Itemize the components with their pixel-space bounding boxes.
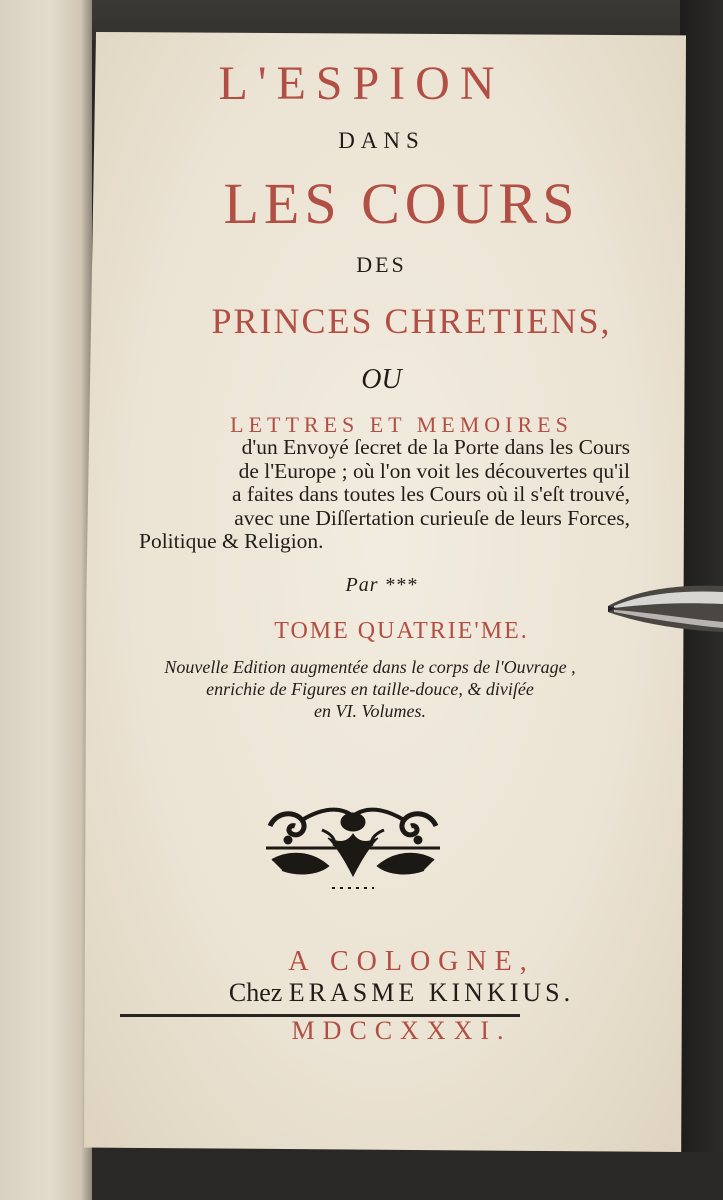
fleuron-ornament-icon	[262, 790, 444, 900]
imprint-year: MDCCXXXI.	[291, 1016, 512, 1045]
metal-page-marker-icon	[606, 582, 723, 638]
description-line: d'un Envoyé ſecret de la Porte dans les Cours	[241, 435, 630, 459]
edition-line: Nouvelle Edition augmentée dans le corps de l'Ouvrage ,	[164, 657, 576, 677]
description-line: avec une Diſſertation curieuſe de leurs Forces,	[234, 505, 630, 530]
description-line: Politique & Religion.	[139, 529, 324, 553]
description-line: a faites dans toutes les Cours où il s'eſt trouvé,	[232, 482, 630, 506]
author-line: Par ***	[345, 574, 418, 596]
imprint-place: A COLOGNE,	[288, 946, 535, 977]
background-bottom	[60, 1152, 723, 1200]
imprint-printer	[0, 978, 723, 1008]
title-line-ou: OU	[361, 364, 402, 395]
edition-line: enrichie de Figures en taille-douce, & diviſée	[206, 679, 534, 699]
title-line-les-cours: LES COURS	[223, 171, 580, 236]
description-line: de l'Europe ; où l'on voit les découvertes qu'il	[238, 458, 630, 483]
title-line-princes: PRINCES CHRETIENS,	[211, 301, 612, 341]
title-line-des: DES	[356, 252, 407, 277]
description-block	[130, 436, 630, 554]
title-line-espion: L'ESPION	[218, 57, 505, 110]
title-line-dans: DANS	[338, 128, 425, 153]
volume-line: TOME QUATRIE'ME.	[274, 618, 529, 644]
edition-line: en VI. Volumes.	[314, 701, 426, 721]
edition-block	[110, 656, 630, 722]
printer-prefix: Chez	[228, 978, 283, 1007]
printer-name: ERASME KINKIUS.	[288, 978, 575, 1007]
title-line-lettres: LETTRES ET MEMOIRES	[230, 412, 573, 437]
